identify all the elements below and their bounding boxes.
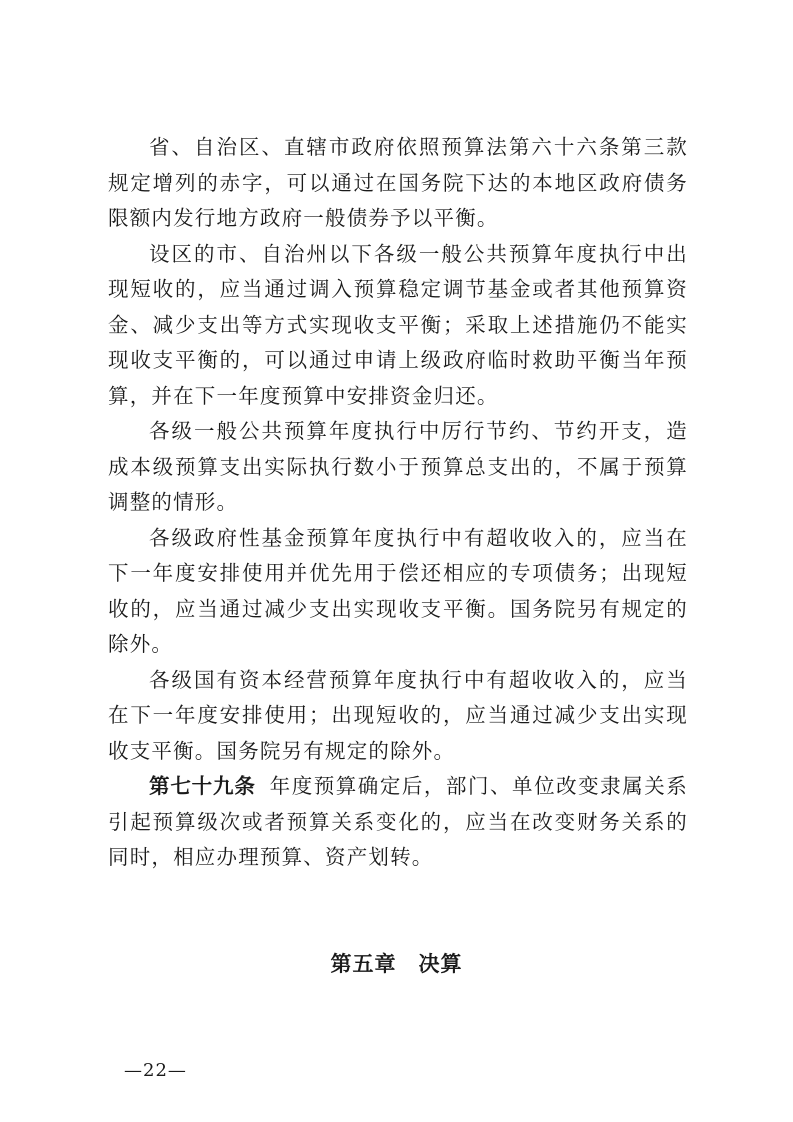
paragraph-1: 省、自治区、直辖市政府依照预算法第六十六条第三款规定增列的赤字，可以通过在国务院下达的本地区政府债务限额内发行地方政府一般债券予以平衡。 [108,135,688,230]
paragraph-5: 各级国有资本经营预算年度执行中有超收收入的，应当在下一年度安排使用；出现短收的，应当通过减少支出实现收支平衡。国务院另有规定的除外。 [108,667,688,763]
paragraph-4: 各级政府性基金预算年度执行中有超收收入的，应当在下一年度安排使用并优先用于偿还相应的专项债务；出现短收的，应当通过减少支出实现收支平衡。国务院另有规定的除外。 [108,525,688,656]
chapter-title [0,948,793,978]
paragraph-2: 设区的市、自治州以下各级一般公共预算年度执行中出现短收的，应当通过调入预算稳定调节基金或者其他预算资金、减少支出等方式实现收支平衡；采取上述措施仍不能实现收支平衡的，可以通过申请上级政府临时救助平衡当年预算，并在下一年度预算中安排资金归还。 [108,241,688,408]
chapter-number: 第五章 [330,952,397,976]
page-number: —22— [124,1060,187,1081]
document-body [108,130,688,876]
article-79 [108,769,688,876]
article-heading: 第七十九条 [149,774,256,798]
article-text: 年度预算确定后，部门、单位改变隶属关系引起预算级次或者预算关系变化的，应当在改变财务关系的同时，相应办理预算、资产划转。 [108,774,688,869]
chapter-name: 决算 [418,952,463,976]
paragraph-3: 各级一般公共预算年度执行中厉行节约、节约开支，造成本级预算支出实际执行数小于预算总支出的，不属于预算调整的情形。 [108,419,688,514]
